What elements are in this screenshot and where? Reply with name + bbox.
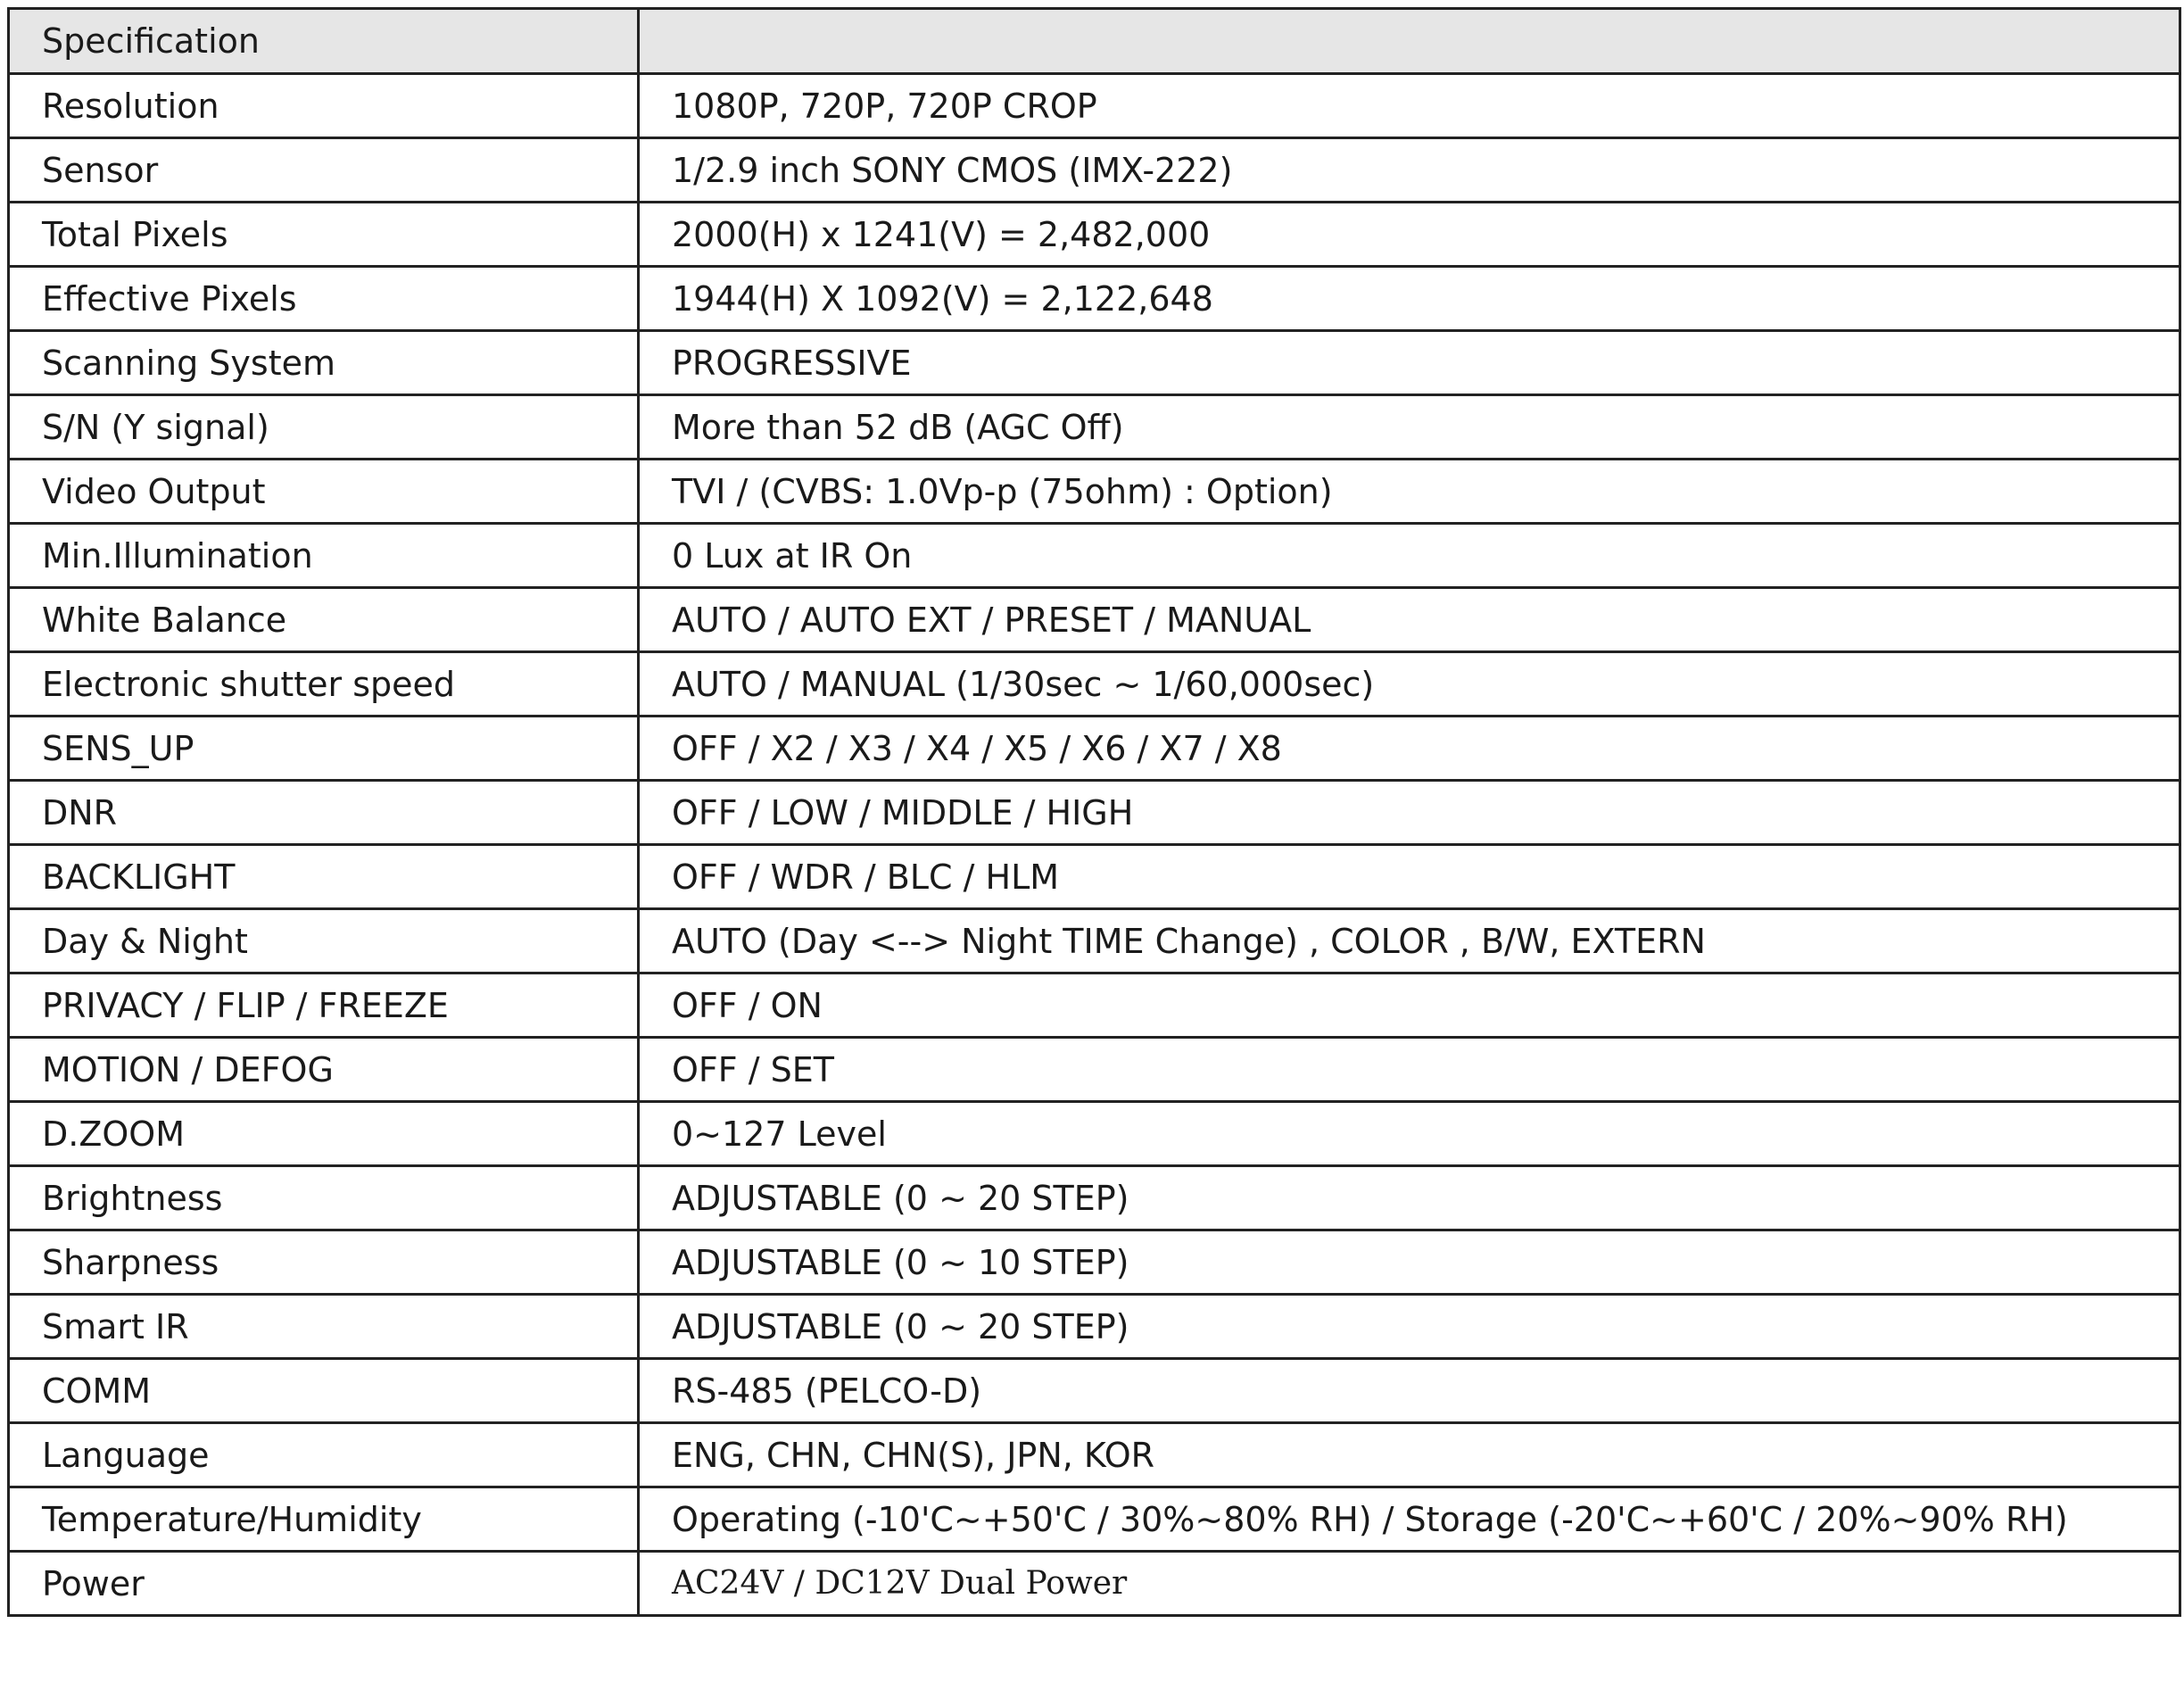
table-row — [9, 1423, 2180, 1487]
spec-label: D.ZOOM — [9, 1102, 639, 1166]
spec-label: BACKLIGHT — [9, 845, 639, 909]
spec-value: ADJUSTABLE (0 ~ 10 STEP) — [639, 1230, 2180, 1295]
table-row — [9, 267, 2180, 331]
spec-label: PRIVACY / FLIP / FREEZE — [9, 973, 639, 1038]
table-row — [9, 781, 2180, 845]
spec-value: OFF / WDR / BLC / HLM — [639, 845, 2180, 909]
spec-value: 1944(H) X 1092(V) = 2,122,648 — [639, 267, 2180, 331]
spec-label: Video Output — [9, 460, 639, 524]
table-row — [9, 395, 2180, 460]
spec-value: OFF / LOW / MIDDLE / HIGH — [639, 781, 2180, 845]
spec-value: ADJUSTABLE (0 ~ 20 STEP) — [639, 1295, 2180, 1359]
spec-label: S/N (Y signal) — [9, 395, 639, 460]
spec-value: PROGRESSIVE — [639, 331, 2180, 395]
spec-label: Language — [9, 1423, 639, 1487]
spec-label: Min.Illumination — [9, 524, 639, 588]
spec-label: Temperature/Humidity — [9, 1487, 639, 1552]
table-row — [9, 717, 2180, 781]
spec-value: OFF / ON — [639, 973, 2180, 1038]
spec-value: More than 52 dB (AGC Off) — [639, 395, 2180, 460]
table-row — [9, 1102, 2180, 1166]
spec-value: AUTO / MANUAL (1/30sec ~ 1/60,000sec) — [639, 652, 2180, 717]
spec-value: OFF / X2 / X3 / X4 / X5 / X6 / X7 / X8 — [639, 717, 2180, 781]
table-row — [9, 1295, 2180, 1359]
spec-label: DNR — [9, 781, 639, 845]
spec-value: AUTO (Day <--> Night TIME Change) , COLOR , B/W, EXTERN — [639, 909, 2180, 973]
spec-label: White Balance — [9, 588, 639, 652]
spec-label: Sensor — [9, 138, 639, 203]
spec-value: ADJUSTABLE (0 ~ 20 STEP) — [639, 1166, 2180, 1230]
table-row — [9, 1552, 2180, 1616]
spec-value: 1080P, 720P, 720P CROP — [639, 74, 2180, 138]
table-row — [9, 909, 2180, 973]
spec-value: 0 Lux at IR On — [639, 524, 2180, 588]
spec-value: AC24V / DC12V Dual Power — [639, 1552, 2180, 1616]
table-row — [9, 652, 2180, 717]
table-header-row — [9, 9, 2180, 74]
table-row — [9, 588, 2180, 652]
specification-table — [7, 7, 2181, 1617]
spec-value: ENG, CHN, CHN(S), JPN, KOR — [639, 1423, 2180, 1487]
spec-label: Total Pixels — [9, 203, 639, 267]
spec-label: Power — [9, 1552, 639, 1616]
spec-value: TVI / (CVBS: 1.0Vp-p (75ohm) : Option) — [639, 460, 2180, 524]
spec-value: 0~127 Level — [639, 1102, 2180, 1166]
table-row — [9, 845, 2180, 909]
table-row — [9, 138, 2180, 203]
table-row — [9, 1230, 2180, 1295]
header-value — [639, 9, 2180, 74]
table-row — [9, 460, 2180, 524]
spec-value: Operating (-10'C~+50'C / 30%~80% RH) / Storage (-20'C~+60'C / 20%~90% RH) — [639, 1487, 2180, 1552]
table-row — [9, 1487, 2180, 1552]
spec-value: 1/2.9 inch SONY CMOS (IMX-222) — [639, 138, 2180, 203]
spec-label: SENS_UP — [9, 717, 639, 781]
table-row — [9, 973, 2180, 1038]
table-row — [9, 1166, 2180, 1230]
spec-value: RS-485 (PELCO-D) — [639, 1359, 2180, 1423]
header-specification: Specification — [9, 9, 639, 74]
spec-label: MOTION / DEFOG — [9, 1038, 639, 1102]
spec-label: Effective Pixels — [9, 267, 639, 331]
table-row — [9, 1038, 2180, 1102]
spec-value: OFF / SET — [639, 1038, 2180, 1102]
table-row — [9, 203, 2180, 267]
spec-label: Resolution — [9, 74, 639, 138]
spec-label: COMM — [9, 1359, 639, 1423]
spec-label: Electronic shutter speed — [9, 652, 639, 717]
table-body — [9, 74, 2180, 1616]
spec-label: Smart IR — [9, 1295, 639, 1359]
table-row — [9, 331, 2180, 395]
spec-value: 2000(H) x 1241(V) = 2,482,000 — [639, 203, 2180, 267]
table-row — [9, 524, 2180, 588]
table-row — [9, 74, 2180, 138]
spec-label: Day & Night — [9, 909, 639, 973]
spec-value: AUTO / AUTO EXT / PRESET / MANUAL — [639, 588, 2180, 652]
table-row — [9, 1359, 2180, 1423]
spec-label: Brightness — [9, 1166, 639, 1230]
spec-label: Scanning System — [9, 331, 639, 395]
spec-label: Sharpness — [9, 1230, 639, 1295]
